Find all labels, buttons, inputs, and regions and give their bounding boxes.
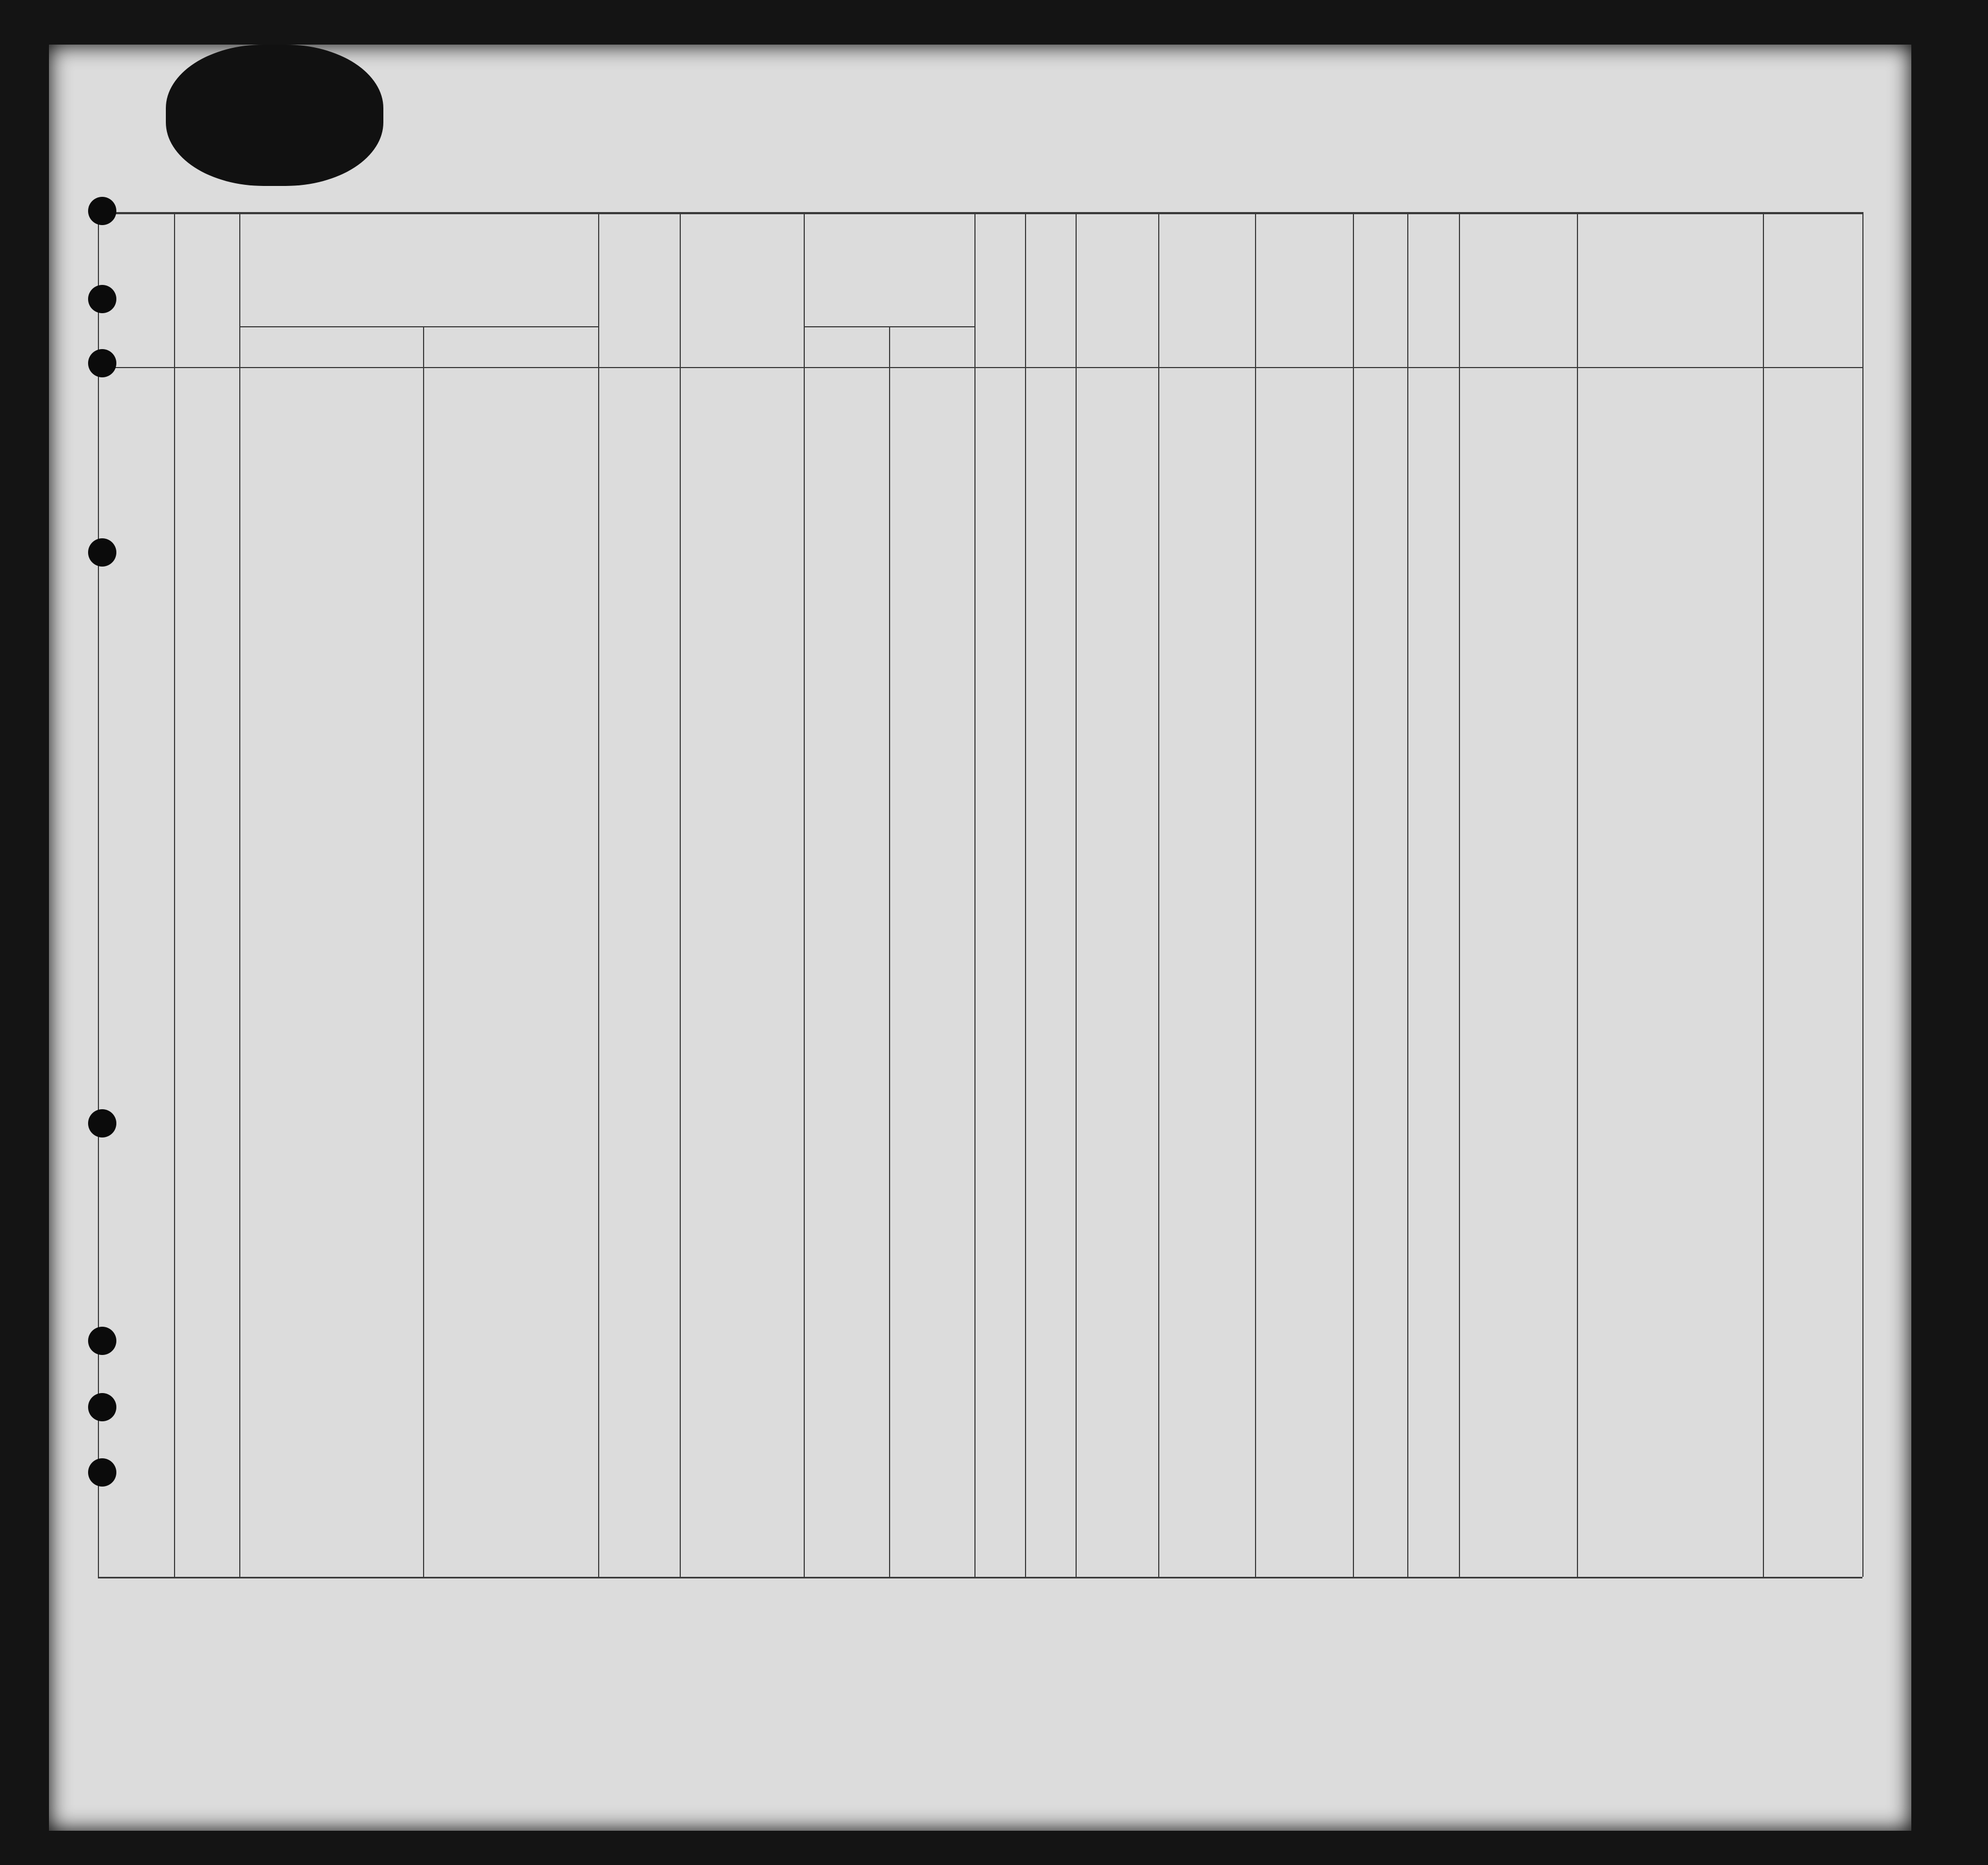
table-column-rule [889, 326, 890, 1577]
table-column-rule [804, 212, 805, 1577]
seal-stamp [166, 45, 383, 186]
table-rule-header [98, 367, 1862, 368]
punch-hole [88, 1458, 116, 1487]
table-column-rule [974, 212, 976, 1577]
table-column-rule [98, 212, 99, 1577]
table-column-rule [1577, 212, 1578, 1577]
table-column-rule [598, 212, 599, 1577]
table-column-rule [1459, 212, 1460, 1577]
table-column-rule [174, 212, 175, 1577]
table-column-rule [1255, 212, 1256, 1577]
table-column-rule [1158, 212, 1159, 1577]
punch-hole [88, 1327, 116, 1355]
table-column-rule [1763, 212, 1764, 1577]
punch-hole [88, 349, 116, 377]
table-column-rule [1353, 212, 1354, 1577]
punch-hole [88, 1109, 116, 1137]
table-column-rule [1076, 212, 1077, 1577]
punch-hole [88, 285, 116, 313]
punch-hole [88, 1393, 116, 1421]
punch-hole [88, 538, 116, 567]
table-column-rule [1862, 212, 1863, 1577]
table-column-rule [239, 212, 240, 1577]
table-rule-top [98, 212, 1862, 214]
table-column-rule [680, 212, 681, 1577]
table-column-rule [1025, 212, 1026, 1577]
manifest-sheet [49, 45, 1911, 1831]
table-column-rule [1407, 212, 1408, 1577]
table-column-rule [423, 326, 424, 1577]
name-sub-rule [239, 326, 598, 327]
table-rule-bottom [98, 1577, 1862, 1578]
punch-hole [88, 197, 116, 225]
